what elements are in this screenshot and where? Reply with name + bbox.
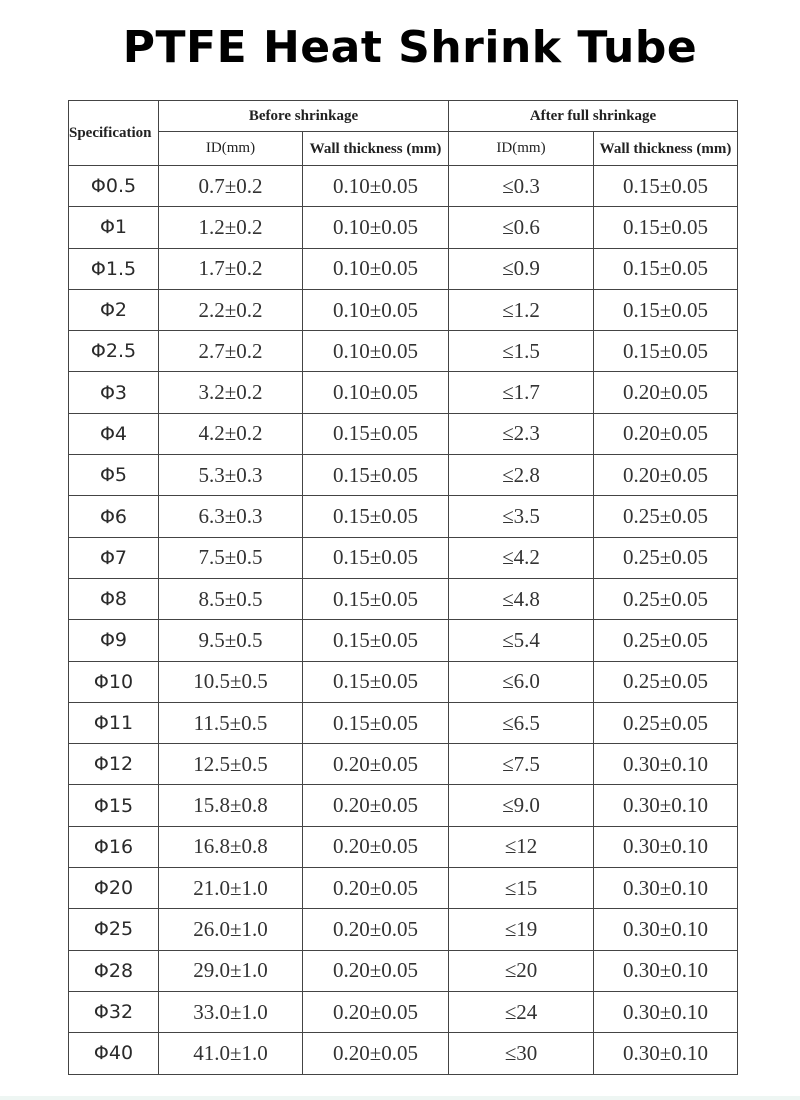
after-wall-cell: 0.15±0.05 <box>594 289 738 330</box>
before-wall-cell: 0.10±0.05 <box>303 248 449 289</box>
spec-cell: Φ32 <box>69 991 159 1032</box>
before-wall-cell: 0.10±0.05 <box>303 372 449 413</box>
before-id-cell: 11.5±0.5 <box>159 702 303 743</box>
before-id-cell: 41.0±1.0 <box>159 1033 303 1074</box>
spec-cell: Φ28 <box>69 950 159 991</box>
before-wall-cell: 0.20±0.05 <box>303 909 449 950</box>
table-row <box>69 744 738 785</box>
table-row <box>69 166 738 207</box>
before-id-cell: 2.7±0.2 <box>159 331 303 372</box>
before-id-cell: 21.0±1.0 <box>159 868 303 909</box>
spec-cell: Φ10 <box>69 661 159 702</box>
before-id-cell: 29.0±1.0 <box>159 950 303 991</box>
after-wall-cell: 0.30±0.10 <box>594 785 738 826</box>
header-before-id: ID(mm) <box>159 132 303 166</box>
before-id-cell: 4.2±0.2 <box>159 413 303 454</box>
spec-cell: Φ9 <box>69 620 159 661</box>
after-wall-cell: 0.25±0.05 <box>594 620 738 661</box>
after-id-cell: ≤6.5 <box>449 702 594 743</box>
after-id-cell: ≤0.3 <box>449 166 594 207</box>
before-wall-cell: 0.20±0.05 <box>303 991 449 1032</box>
after-wall-cell: 0.30±0.10 <box>594 991 738 1032</box>
before-id-cell: 9.5±0.5 <box>159 620 303 661</box>
watermark-logo: 荣 <box>560 497 608 543</box>
before-wall-cell: 0.20±0.05 <box>303 785 449 826</box>
table-row <box>69 372 738 413</box>
spec-cell: Φ2.5 <box>69 331 159 372</box>
header-before-shrinkage: Before shrinkage <box>159 101 449 132</box>
before-id-cell: 1.2±0.2 <box>159 207 303 248</box>
before-id-cell: 6.3±0.3 <box>159 496 303 537</box>
bottom-divider <box>0 1096 800 1100</box>
after-id-cell: ≤4.8 <box>449 578 594 619</box>
before-wall-cell: 0.20±0.05 <box>303 826 449 867</box>
table-row <box>69 620 738 661</box>
spec-cell: Φ5 <box>69 455 159 496</box>
before-id-cell: 8.5±0.5 <box>159 578 303 619</box>
after-wall-cell: 0.20±0.05 <box>594 372 738 413</box>
after-id-cell: ≤6.0 <box>449 661 594 702</box>
spec-cell: Φ0.5 <box>69 166 159 207</box>
table-row <box>69 413 738 454</box>
page-title: PTFE Heat Shrink Tube <box>122 22 698 73</box>
before-wall-cell: 0.10±0.05 <box>303 331 449 372</box>
before-wall-cell: 0.10±0.05 <box>303 166 449 207</box>
after-id-cell: ≤1.7 <box>449 372 594 413</box>
after-wall-cell: 0.25±0.05 <box>594 496 738 537</box>
table-row <box>69 289 738 330</box>
after-id-cell: ≤9.0 <box>449 785 594 826</box>
table-row <box>69 496 738 537</box>
spec-cell: Φ11 <box>69 702 159 743</box>
table-row <box>69 991 738 1032</box>
after-id-cell: ≤4.2 <box>449 537 594 578</box>
header-after-shrinkage: After full shrinkage <box>449 101 738 132</box>
spec-cell: Φ16 <box>69 826 159 867</box>
spec-cell: Φ1 <box>69 207 159 248</box>
header-after-id: ID(mm) <box>449 132 594 166</box>
before-id-cell: 0.7±0.2 <box>159 166 303 207</box>
table-row <box>69 785 738 826</box>
spec-cell: Φ1.5 <box>69 248 159 289</box>
table-row <box>69 950 738 991</box>
spec-cell: Φ8 <box>69 578 159 619</box>
before-wall-cell: 0.20±0.05 <box>303 744 449 785</box>
spec-table-body <box>69 166 738 1075</box>
after-id-cell: ≤2.3 <box>449 413 594 454</box>
before-id-cell: 1.7±0.2 <box>159 248 303 289</box>
after-id-cell: ≤5.4 <box>449 620 594 661</box>
after-id-cell: ≤0.6 <box>449 207 594 248</box>
after-wall-cell: 0.30±0.10 <box>594 950 738 991</box>
after-wall-cell: 0.15±0.05 <box>594 331 738 372</box>
spec-table <box>68 100 738 1075</box>
before-wall-cell: 0.15±0.05 <box>303 413 449 454</box>
after-wall-cell: 0.30±0.10 <box>594 909 738 950</box>
header-specification: Specification <box>69 101 159 166</box>
before-wall-cell: 0.20±0.05 <box>303 868 449 909</box>
before-id-cell: 5.3±0.3 <box>159 455 303 496</box>
table-row <box>69 868 738 909</box>
after-id-cell: ≤19 <box>449 909 594 950</box>
after-id-cell: ≤24 <box>449 991 594 1032</box>
table-row <box>69 537 738 578</box>
after-id-cell: ≤20 <box>449 950 594 991</box>
before-wall-cell: 0.10±0.05 <box>303 207 449 248</box>
before-id-cell: 7.5±0.5 <box>159 537 303 578</box>
table-row <box>69 248 738 289</box>
spec-cell: Φ2 <box>69 289 159 330</box>
before-wall-cell: 0.15±0.05 <box>303 537 449 578</box>
after-wall-cell: 0.25±0.05 <box>594 537 738 578</box>
after-wall-cell: 0.30±0.10 <box>594 826 738 867</box>
before-wall-cell: 0.20±0.05 <box>303 950 449 991</box>
after-id-cell: ≤12 <box>449 826 594 867</box>
after-wall-cell: 0.30±0.10 <box>594 1033 738 1074</box>
after-wall-cell: 0.20±0.05 <box>594 413 738 454</box>
before-wall-cell: 0.15±0.05 <box>303 661 449 702</box>
header-before-wall: Wall thickness (mm) <box>303 132 449 166</box>
after-wall-cell: 0.25±0.05 <box>594 578 738 619</box>
after-wall-cell: 0.30±0.10 <box>594 868 738 909</box>
before-id-cell: 15.8±0.8 <box>159 785 303 826</box>
after-wall-cell: 0.15±0.05 <box>594 207 738 248</box>
before-wall-cell: 0.15±0.05 <box>303 578 449 619</box>
spec-cell: Φ20 <box>69 868 159 909</box>
before-id-cell: 12.5±0.5 <box>159 744 303 785</box>
after-wall-cell: 0.25±0.05 <box>594 702 738 743</box>
header-after-wall: Wall thickness (mm) <box>594 132 738 166</box>
table-row <box>69 578 738 619</box>
spec-cell: Φ12 <box>69 744 159 785</box>
before-wall-cell: 0.15±0.05 <box>303 620 449 661</box>
before-id-cell: 33.0±1.0 <box>159 991 303 1032</box>
before-wall-cell: 0.10±0.05 <box>303 289 449 330</box>
table-row <box>69 455 738 496</box>
before-id-cell: 10.5±0.5 <box>159 661 303 702</box>
table-row <box>69 661 738 702</box>
after-id-cell: ≤2.8 <box>449 455 594 496</box>
spec-cell: Φ4 <box>69 413 159 454</box>
after-wall-cell: 0.15±0.05 <box>594 248 738 289</box>
table-row <box>69 702 738 743</box>
after-id-cell: ≤15 <box>449 868 594 909</box>
before-wall-cell: 0.15±0.05 <box>303 455 449 496</box>
table-row <box>69 331 738 372</box>
spec-cell: Φ40 <box>69 1033 159 1074</box>
after-wall-cell: 0.25±0.05 <box>594 661 738 702</box>
spec-cell: Φ6 <box>69 496 159 537</box>
before-id-cell: 26.0±1.0 <box>159 909 303 950</box>
after-id-cell: ≤0.9 <box>449 248 594 289</box>
before-id-cell: 3.2±0.2 <box>159 372 303 413</box>
spec-cell: Φ15 <box>69 785 159 826</box>
before-wall-cell: 0.15±0.05 <box>303 496 449 537</box>
after-wall-cell: 0.20±0.05 <box>594 455 738 496</box>
before-wall-cell: 0.15±0.05 <box>303 702 449 743</box>
after-id-cell: ≤3.5 <box>449 496 594 537</box>
spec-table-header <box>69 101 738 166</box>
after-wall-cell: 0.30±0.10 <box>594 744 738 785</box>
spec-cell: Φ25 <box>69 909 159 950</box>
table-row <box>69 826 738 867</box>
before-wall-cell: 0.20±0.05 <box>303 1033 449 1074</box>
spec-cell: Φ3 <box>69 372 159 413</box>
after-id-cell: ≤7.5 <box>449 744 594 785</box>
spec-cell: Φ7 <box>69 537 159 578</box>
table-row <box>69 909 738 950</box>
before-id-cell: 2.2±0.2 <box>159 289 303 330</box>
after-id-cell: ≤30 <box>449 1033 594 1074</box>
table-row <box>69 1033 738 1074</box>
after-id-cell: ≤1.2 <box>449 289 594 330</box>
before-id-cell: 16.8±0.8 <box>159 826 303 867</box>
table-row <box>69 207 738 248</box>
after-id-cell: ≤1.5 <box>449 331 594 372</box>
after-wall-cell: 0.15±0.05 <box>594 166 738 207</box>
